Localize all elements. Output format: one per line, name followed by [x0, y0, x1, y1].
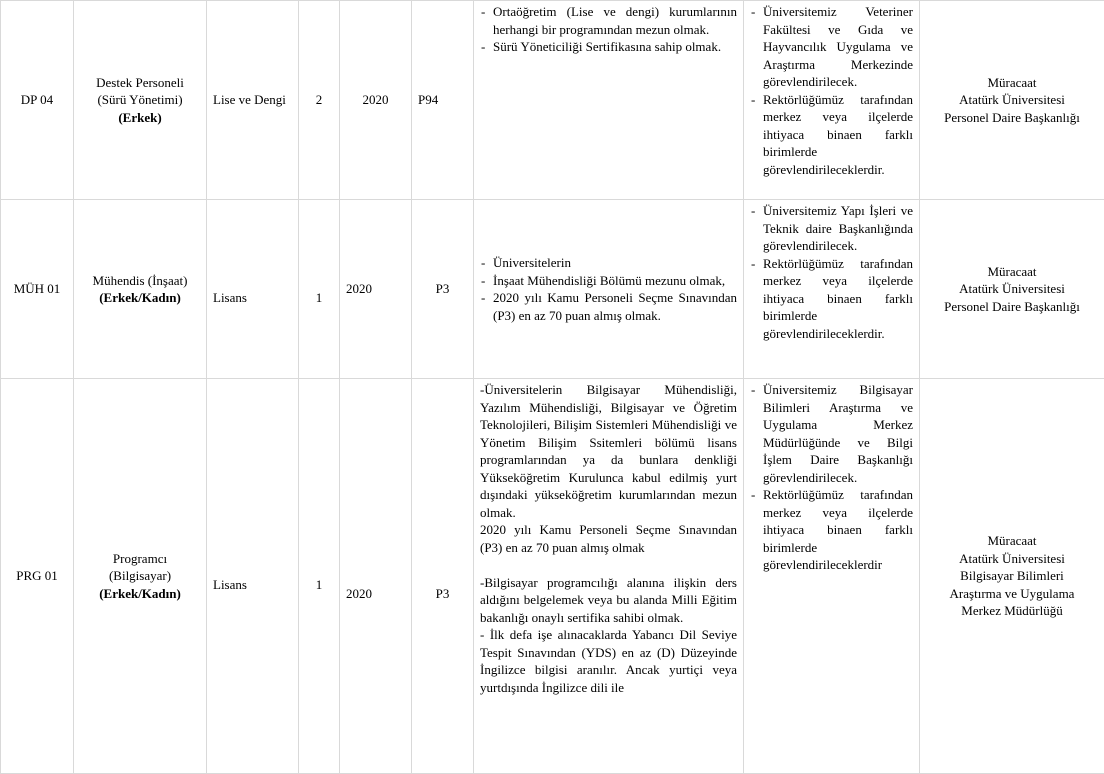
title-line: (Bilgisayar): [109, 568, 171, 583]
position-code: DP 04: [1, 1, 74, 200]
requirement-paragraph: -Üniversitelerin Bilgisayar Mühendisliği, Yazılım Mühendisliği, Bilgisayar ve Öğretim Teknolojileri, Bilişim Sistemleri Mühendisliği ve Yönetim Bilişim Ssitemleri bölümü lisans programlarından ya da bunlara denkliği Yükseköğretim Kurulunca kabul edilmiş yurt dışındaki yükseköğretim kurumlarından mezun olmak.: [480, 381, 737, 521]
requirement-paragraph: - İlk defa işe alınacaklarda Yabancı Dil Seviye Tespit Sınavından (YDS) en az (D) Düzeyinde İngilizce bilgisi aranılır. Ancak yurtiçi veya yurtdışında İngilizce dili ile: [480, 626, 737, 696]
notes-cell: [744, 379, 920, 774]
notes-cell: [744, 1, 920, 200]
title-line: (Sürü Yönetimi): [97, 92, 182, 107]
notes-cell: [744, 200, 920, 379]
table-row: [1, 379, 1104, 774]
position-title: [74, 200, 207, 379]
gender-label: (Erkek/Kadın): [99, 290, 181, 305]
requirement-item: - Sürü Yöneticiliği Sertifikasına sahip olmak.: [480, 38, 737, 56]
contact-cell: [920, 1, 1104, 200]
note-item: - Rektörlüğümüz tarafından merkez veya ilçelerde ihtiyaca binaen farklı birimlerde görevlendirileceklerdir.: [750, 91, 913, 179]
education-level: Lise ve Dengi: [207, 1, 299, 200]
note-item: - Rektörlüğümüz tarafından merkez veya ilçelerde ihtiyaca binaen farklı birimlerde görevlendirileceklerdir: [750, 486, 913, 574]
contact-line: Atatürk Üniversitesi: [959, 281, 1065, 296]
title-line: Programcı: [113, 551, 167, 566]
contact-line: Araştırma ve Uygulama: [950, 586, 1075, 601]
contact-line: Personel Daire Başkanlığı: [944, 299, 1080, 314]
contact-line: Atatürk Üniversitesi: [959, 551, 1065, 566]
contact-cell: [920, 200, 1104, 379]
education-level: Lisans: [207, 200, 299, 379]
note-item: - Üniversitemiz Bilgisayar Bilimleri Araştırma ve Uygulama Merkez Müdürlüğünde ve Bilgi İşlem Daire Başkanlığı görevlendirilecek.: [750, 381, 913, 486]
title-line: Destek Personeli: [96, 75, 184, 90]
requirements-cell: [474, 1, 744, 200]
position-title: [74, 379, 207, 774]
requirement-item: - Üniversitelerin: [480, 254, 737, 272]
contact-cell: [920, 379, 1104, 774]
education-level: Lisans: [207, 379, 299, 774]
score-type: P3: [412, 379, 474, 774]
position-title: [74, 1, 207, 200]
table-row: [1, 1, 1104, 200]
exam-year: 2020: [340, 1, 412, 200]
contact-line: Atatürk Üniversitesi: [959, 92, 1065, 107]
gender-label: (Erkek/Kadın): [99, 586, 181, 601]
contact-line: Müracaat: [987, 75, 1036, 90]
requirement-item: - 2020 yılı Kamu Personeli Seçme Sınavından (P3) en az 70 puan almış olmak.: [480, 289, 737, 324]
score-type: P94: [412, 1, 474, 200]
contact-line: Bilgisayar Bilimleri: [960, 568, 1064, 583]
note-item: - Üniversitemiz Yapı İşleri ve Teknik daire Başkanlığında görevlendirilecek.: [750, 202, 913, 255]
position-count: 1: [299, 379, 340, 774]
requirement-item: - Ortaöğretim (Lise ve dengi) kurumlarının herhangi bir programından mezun olmak.: [480, 3, 737, 38]
note-item: - Rektörlüğümüz tarafından merkez veya ilçelerde ihtiyaca binaen farklı birimlerde görevlendirileceklerdir.: [750, 255, 913, 343]
gender-label: (Erkek): [118, 110, 161, 125]
title-line: Mühendis (İnşaat): [93, 273, 188, 288]
position-code: MÜH 01: [1, 200, 74, 379]
position-code: PRG 01: [1, 379, 74, 774]
contact-line: Müracaat: [987, 533, 1036, 548]
position-count: 2: [299, 1, 340, 200]
requirement-item: - İnşaat Mühendisliği Bölümü mezunu olmak,: [480, 272, 737, 290]
requirement-paragraph: -Bilgisayar programcılığı alanına ilişkin ders aldığını belgelemek veya bu alanda Milli Eğitim bakanlığı onaylı sertifika sahibi olmak.: [480, 574, 737, 627]
note-item: - Üniversitemiz Veteriner Fakültesi ve Gıda ve Hayvancılık Uygulama ve Araştırma Merkezinde görevlendirilecek.: [750, 3, 913, 91]
contact-line: Merkez Müdürlüğü: [961, 603, 1062, 618]
exam-year: 2020: [340, 379, 412, 774]
contact-line: Müracaat: [987, 264, 1036, 279]
table-row: [1, 200, 1104, 379]
requirements-cell: [474, 200, 744, 379]
position-count: 1: [299, 200, 340, 379]
exam-year: 2020: [340, 200, 412, 379]
requirement-paragraph: 2020 yılı Kamu Personeli Seçme Sınavından (P3) en az 70 puan almış olmak: [480, 521, 737, 556]
score-type: P3: [412, 200, 474, 379]
contact-line: Personel Daire Başkanlığı: [944, 110, 1080, 125]
requirements-cell: [474, 379, 744, 774]
